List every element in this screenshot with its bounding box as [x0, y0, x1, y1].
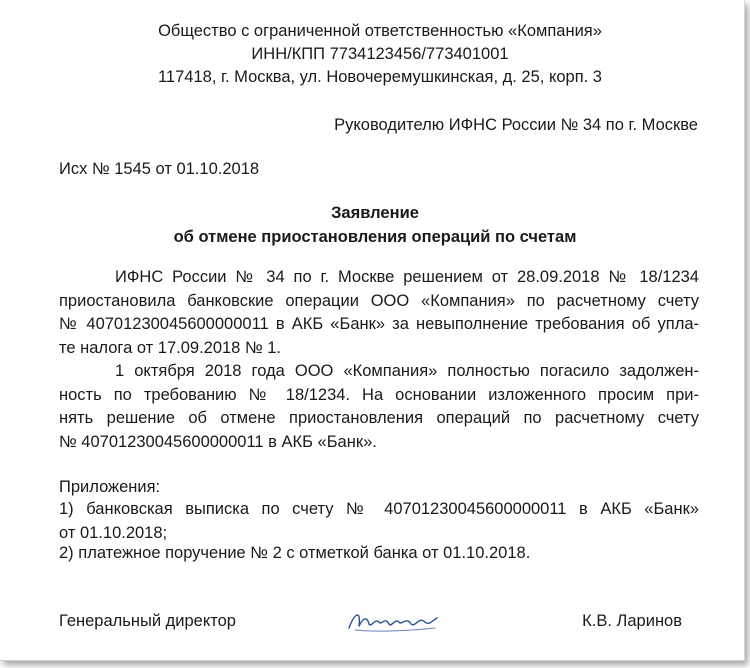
paragraph-line: те налога от 17.09.2018 № 1. [59, 338, 281, 357]
paragraph-line: ИФНС России № 34 по г. Москве решением от 28.09.2018 № 18/1234 [115, 268, 699, 286]
document-subtitle: об отмене приостановления операций по счетам [173, 228, 577, 246]
paragraph-line: № 40701230045600000011 в АКБ «Банк» за невыполнение требования об упла- [59, 315, 699, 333]
attachment-line: 1) банковская выписка по счету № 40701230045600000011 в АКБ «Банк» [59, 500, 699, 518]
signature-underline [355, 628, 435, 631]
company-name: Общество с ограниченной ответственностью «Компания» [158, 22, 602, 40]
attachment-line: от 01.10.2018; [59, 523, 168, 542]
signatory-name: К.В. Ларинов [582, 612, 682, 630]
signatory-position: Генеральный директор [59, 612, 236, 630]
body-paragraph-1 [59, 266, 699, 360]
paragraph-line: 1 октября 2018 года ООО «Компания» полностью погасило задолжен- [115, 362, 699, 380]
handwritten-signature [345, 606, 441, 634]
attachment-item-2: 2) платежное поручение № 2 с отметкой банка от 01.10.2018. [59, 544, 531, 562]
recipient: Руководителю ИФНС России № 34 по г. Москве [334, 116, 698, 134]
outgoing-number: Исх № 1545 от 01.10.2018 [59, 160, 260, 178]
company-inn-kpp: ИНН/КПП 7734123456/773401001 [251, 45, 509, 63]
document-title: Заявление [331, 204, 419, 222]
paragraph-line: № 40701230045600000011 в АКБ «Банк». [59, 432, 377, 451]
attachment-item-1 [59, 498, 699, 545]
body-paragraph-2 [59, 360, 699, 454]
paragraph-line: ность по требованию № 18/1234. На основании изложенного просим при- [59, 385, 699, 404]
paragraph-line: приостановила банковские операции ООО «Компания» по расчетному счету [59, 291, 699, 310]
company-address: 117418, г. Москва, ул. Новочеремушкинская, д. 25, корп. 3 [157, 68, 602, 86]
paragraph-line: нять решение об отмене приостановления операций по расчетному счету [59, 409, 699, 427]
attachments-heading: Приложения: [59, 478, 161, 496]
signature-stroke [349, 615, 437, 628]
